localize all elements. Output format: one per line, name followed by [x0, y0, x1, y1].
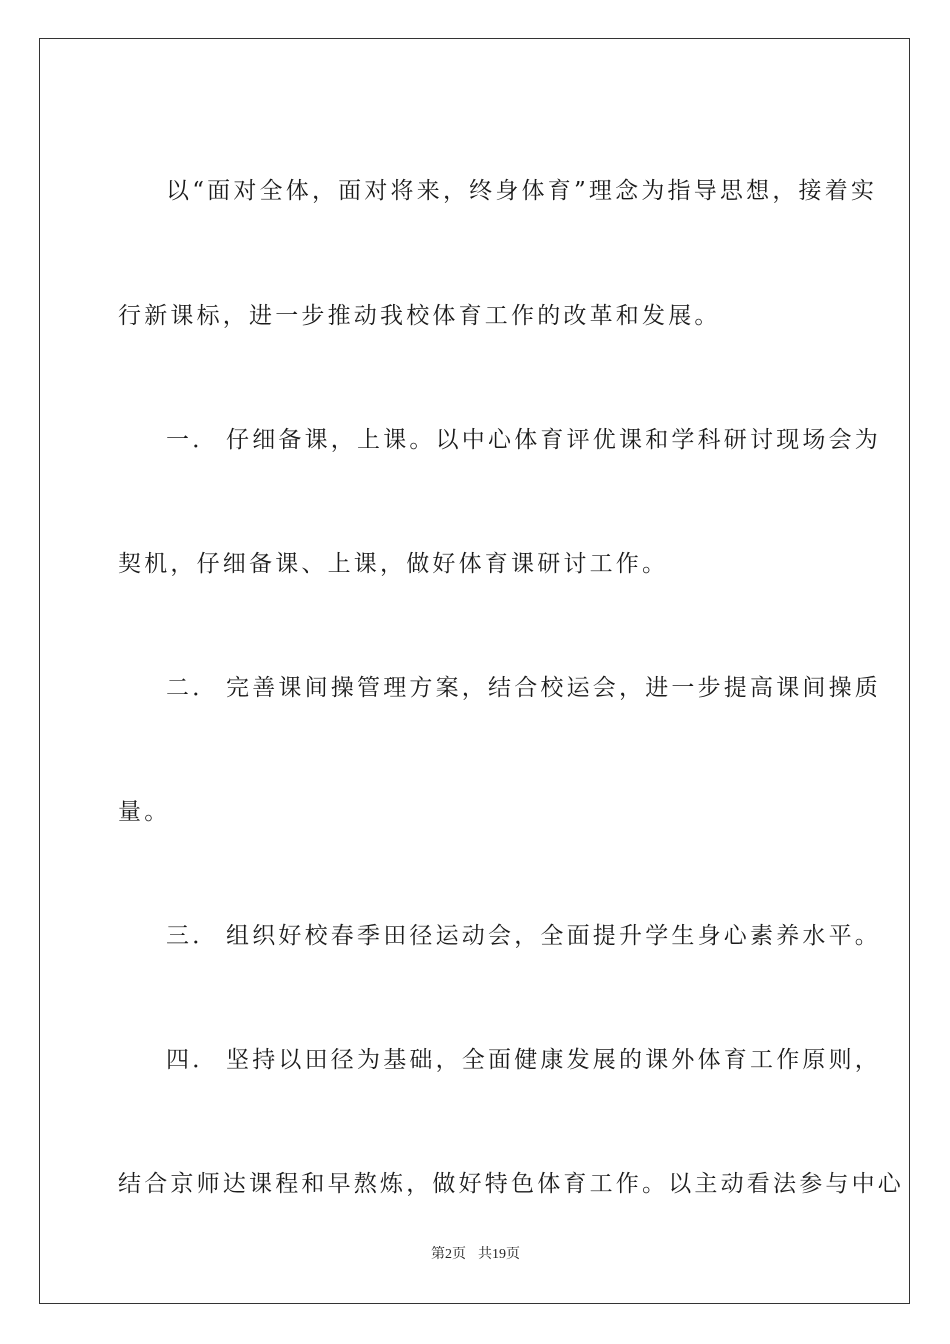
text-line: 完善课间操管理方案，结合校运会，进一步提高课间操质 [226, 675, 881, 701]
list-number: 三． [166, 923, 219, 949]
list-item-one-line-2 [118, 549, 833, 579]
page-total: 共19页 [478, 1247, 520, 1262]
list-item-two-line-2 [118, 797, 833, 827]
page-footer [40, 1246, 911, 1264]
paragraph-intro-line-2 [118, 301, 833, 331]
page-frame [39, 38, 910, 1304]
paragraph-intro-line-1 [118, 176, 881, 206]
text-line: 行新课标，进一步推动我校体育工作的改革和发展。 [118, 303, 721, 329]
list-number: 一． [166, 427, 219, 453]
list-item-four-line-1 [118, 1045, 881, 1075]
text-line: 契机，仔细备课、上课，做好体育课研讨工作。 [118, 551, 669, 577]
list-item-three-line-1 [118, 921, 881, 951]
text-line: 以“面对全体，面对将来，终身体育”理念为指导思想，接着实 [166, 178, 878, 204]
text-line: 结合京师达课程和早熬炼，做好特色体育工作。以主动看法参与中心 [118, 1171, 904, 1197]
text-line: 仔细备课，上课。以中心体育评优课和学科研讨现场会为 [226, 427, 881, 453]
list-item-four-line-2 [118, 1169, 904, 1199]
list-item-one-line-1 [118, 425, 881, 455]
list-number: 二． [166, 675, 219, 701]
text-line: 量。 [118, 799, 171, 825]
list-number: 四． [166, 1047, 219, 1073]
page-number: 第2页 [431, 1247, 466, 1262]
text-line: 组织好校春季田径运动会，全面提升学生身心素养水平。 [226, 923, 881, 949]
list-item-two-line-1 [118, 673, 881, 703]
text-line: 坚持以田径为基础，全面健康发展的课外体育工作原则， [226, 1047, 881, 1073]
